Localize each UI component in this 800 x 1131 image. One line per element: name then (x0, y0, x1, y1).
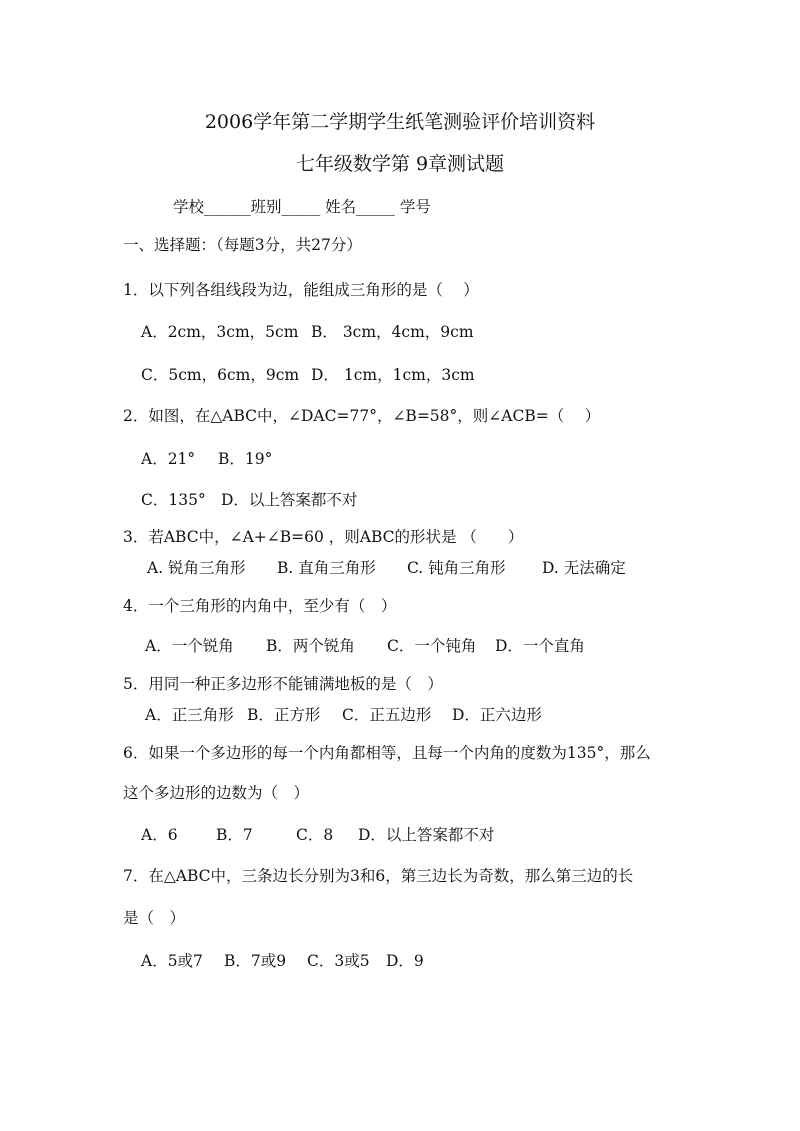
question-7-option-d: D．9 (386, 952, 424, 970)
question-6-stem-line1: 6．如果一个多边形的每一个内角都相等，且每一个内角的度数为135°，那么 (123, 744, 651, 762)
question-7-option-c: C．3或5 (307, 952, 370, 970)
question-5-option-b: B．正方形 (247, 706, 321, 724)
question-4-option-d: D．一个直角 (495, 637, 585, 655)
question-5-option-a: A．正三角形 (145, 706, 234, 724)
question-5-stem: 5．用同一种正多边形不能铺满地板的是（ ） (123, 675, 443, 693)
question-3-option-b: B. 直角三角形 (277, 559, 376, 577)
question-4-option-c: C．一个钝角 (387, 637, 477, 655)
question-1-option-d: D． 1cm，1cm，3cm (311, 366, 475, 384)
question-2-options-row2 (141, 490, 357, 510)
question-1-option-a: A．2cm，3cm，5cm (141, 323, 299, 341)
question-6-option-d: D．以上答案都不对 (358, 826, 495, 844)
document-title: 2006学年第二学期学生纸笔测验评价培训资料 (204, 111, 596, 133)
question-1-option-c: C．5cm，6cm，9cm (141, 366, 300, 384)
section-heading: 一、选择题：（每题3分，共27分） (123, 236, 362, 254)
question-3-stem: 3．若ABC中，∠A+∠B=60 ，则ABC的形状是 （ ） (123, 528, 524, 546)
question-1-stem: 1．以下列各组线段为边，能组成三角形的是（ ） (123, 281, 479, 299)
question-4-option-a: A．一个锐角 (145, 637, 234, 655)
question-4-stem: 4．一个三角形的内角中，至少有（ ） (123, 597, 397, 615)
question-1-option-b: B． 3cm，4cm，9cm (311, 323, 474, 341)
question-7-options (141, 951, 424, 971)
student-info-line: 学校______班别_____ 姓名_____ 学号 (173, 198, 431, 216)
question-6-stem-line2: 这个多边形的边数为（ ） (123, 784, 310, 802)
question-3-option-c: C. 钝角三角形 (407, 559, 506, 577)
question-2-options-row1 (141, 449, 272, 469)
question-7-option-b: B．7或9 (224, 952, 287, 970)
question-3-option-a: A. 锐角三角形 (147, 559, 246, 577)
question-1-options-row2 (141, 365, 475, 385)
question-5-options (145, 705, 542, 725)
question-6-option-b: B．7 (216, 826, 253, 844)
question-5-option-c: C．正五边形 (342, 706, 432, 724)
question-2-option-a: A．21° (141, 450, 196, 468)
document-subtitle: 七年级数学第 9章测试题 (295, 153, 505, 175)
question-2-stem: 2．如图，在△ABC中，∠DAC=77°，∠B=58°，则∠ACB=（ ） (123, 407, 601, 425)
question-4-options (145, 636, 585, 656)
question-7-option-a: A．5或7 (141, 952, 203, 970)
question-1-options-row1 (141, 322, 474, 342)
question-6-options (141, 825, 494, 845)
question-7-stem-line1: 7．在△ABC中，三条边长分别为3和6，第三边长为奇数，那么第三边的长 (123, 867, 634, 885)
question-2-option-c: C．135° (141, 491, 206, 509)
question-3-option-d: D. 无法确定 (542, 559, 626, 577)
question-2-option-d: D．以上答案都不对 (221, 491, 358, 509)
question-4-option-b: B．两个锐角 (266, 637, 355, 655)
question-2-option-b: B．19° (218, 450, 273, 468)
question-3-options (147, 558, 626, 578)
question-7-stem-line2: 是（ ） (123, 909, 186, 927)
question-6-option-a: A．6 (141, 826, 178, 844)
question-5-option-d: D．正六边形 (452, 706, 542, 724)
question-6-option-c: C．8 (296, 826, 334, 844)
